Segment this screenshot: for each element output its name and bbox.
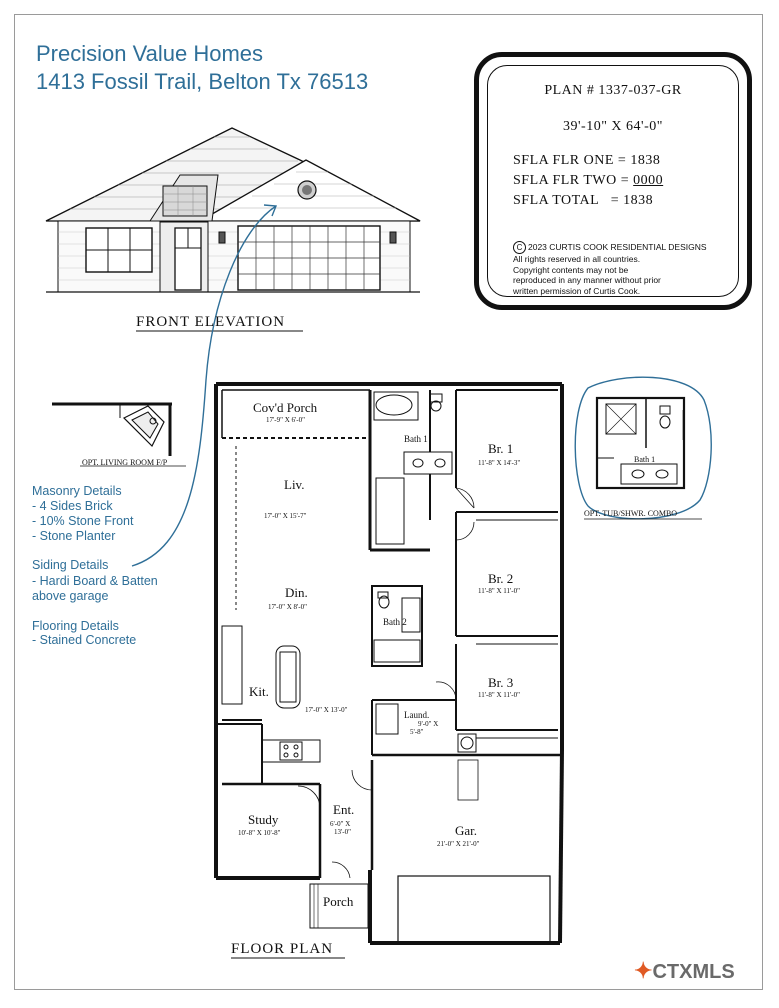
masonry-details-title: Masonry Details: [32, 484, 122, 498]
front-elevation-drawing: [46, 128, 420, 292]
room-study: Study: [248, 812, 279, 827]
room-br1: Br. 1: [488, 441, 514, 456]
room-bath2: Bath 2: [383, 617, 407, 627]
room-kit-dim: 17'-0" X 13'-0": [305, 706, 348, 714]
room-din: Din.: [285, 585, 308, 600]
masonry-item: - Stone Planter: [32, 529, 116, 543]
plan-number: PLAN # 1337-037-GR: [544, 83, 682, 98]
floor-plan-drawing: [216, 384, 562, 943]
room-br3-dim: 11'-8" X 11'-0": [478, 691, 520, 699]
siding-details-title: Siding Details: [32, 558, 109, 572]
room-liv: Liv.: [284, 477, 305, 492]
room-covd-porch-dim: 17'-9" X 6'-0": [266, 416, 305, 424]
masonry-item: - 10% Stone Front: [32, 514, 134, 528]
room-covd-porch: Cov'd Porch: [253, 400, 318, 415]
floor-plan-caption: FLOOR PLAN: [231, 941, 334, 957]
flooring-item: - Stained Concrete: [32, 633, 137, 647]
room-kit: Kit.: [249, 684, 269, 699]
front-elevation-caption: FRONT ELEVATION: [136, 314, 286, 330]
builder-name: Precision Value Homes: [36, 41, 264, 66]
room-ent-dim2: 13'-0": [334, 828, 351, 836]
room-ent-dim1: 6'-0" X: [330, 820, 351, 828]
room-din-dim: 17'-0" X 8'-0": [268, 603, 307, 611]
flooring-details-title: Flooring Details: [32, 619, 119, 633]
room-br2-dim: 11'-8" X 11'-0": [478, 587, 520, 595]
plan-dimensions: 39'-10" X 64'-0": [563, 119, 663, 134]
room-br2: Br. 2: [488, 571, 514, 586]
room-study-dim: 10'-8" X 10'-8": [238, 829, 281, 837]
room-br3: Br. 3: [488, 675, 514, 690]
opt-room-bath1: Bath 1: [634, 455, 656, 464]
sfla-floor-two: SFLA FLR TWO = 0000: [513, 173, 664, 188]
ctxmls-logo: ✦CTXMLS: [634, 958, 735, 983]
room-gar: Gar.: [455, 823, 478, 838]
opt-fireplace-drawing: [52, 404, 186, 466]
room-laund-dim2: 5'-8": [410, 728, 424, 736]
opt-tub-caption: OPT. TUB/SHWR. COMBO: [584, 509, 678, 518]
copyright-icon: C: [513, 241, 526, 254]
texas-star-icon: ✦: [634, 958, 653, 983]
room-liv-dim: 17'-0" X 15'-7": [264, 512, 307, 520]
opt-fireplace-caption: OPT. LIVING ROOM F/P: [82, 458, 168, 467]
room-laund: Laund.: [404, 710, 430, 720]
masonry-item: - 4 Sides Brick: [32, 499, 113, 513]
siding-item: above garage: [32, 589, 109, 603]
copyright-notice: C 2023 CURTIS COOK RESIDENTIAL DESIGNS All rights reserved in all countries. Copyright contents may not be reproduced in any manner without prior written permission of Curtis Cook.: [513, 242, 707, 296]
room-gar-dim: 21'-0" X 21'-0": [437, 840, 480, 848]
room-bath1: Bath 1: [404, 434, 428, 444]
opt-tub-shower-drawing: [575, 377, 711, 519]
siding-item: - Hardi Board & Batten: [32, 574, 158, 588]
room-laund-dim1: 9'-0" X: [418, 720, 439, 728]
sfla-total: SFLA TOTAL = 1838: [513, 193, 654, 208]
sfla-floor-one: SFLA FLR ONE = 1838: [513, 153, 661, 168]
room-porch: Porch: [323, 894, 354, 909]
property-address: 1413 Fossil Trail, Belton Tx 76513: [36, 69, 369, 94]
room-br1-dim: 11'-8" X 14'-3": [478, 459, 521, 467]
room-ent: Ent.: [333, 802, 355, 817]
